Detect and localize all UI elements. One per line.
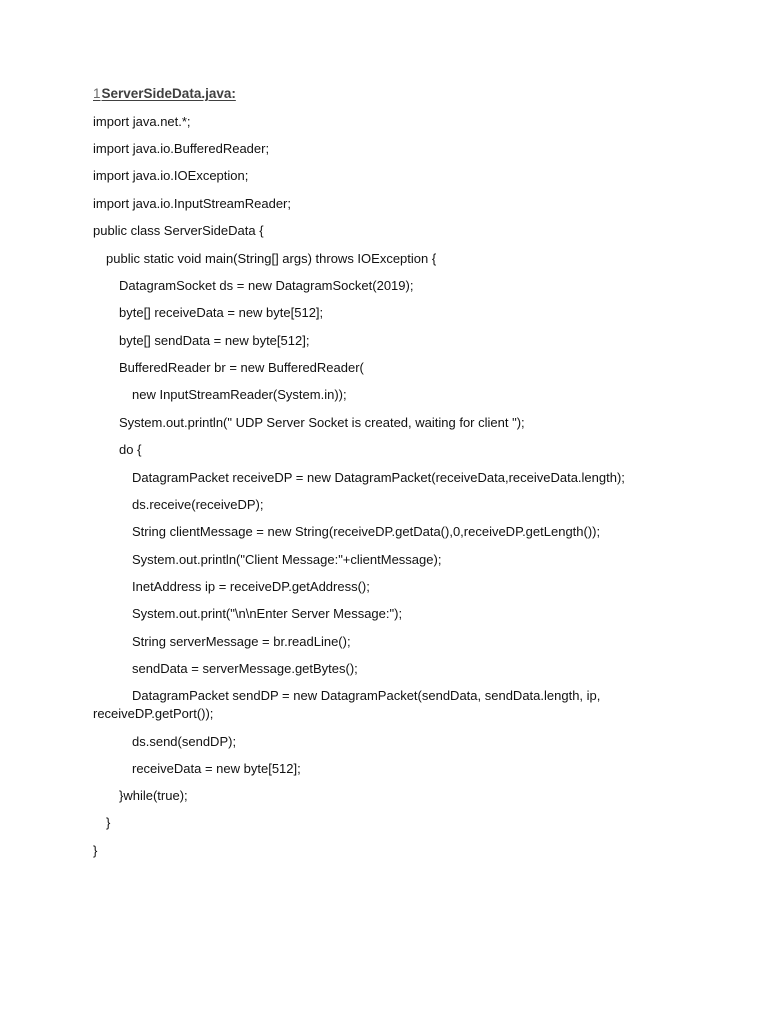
code-line-println-created: System.out.println(" UDP Server Socket is created, waiting for client ");	[119, 415, 525, 430]
code-line-client-message: String clientMessage = new String(receiveDP.getData(),0,receiveDP.getLength());	[132, 524, 601, 539]
code-line-inetaddress: InetAddress ip = receiveDP.getAddress();	[132, 579, 370, 594]
code-line-bufferedreader: BufferedReader br = new BufferedReader(	[119, 360, 364, 375]
code-line-import-bufferedreader: import java.io.BufferedReader;	[93, 141, 270, 156]
document-title	[93, 86, 236, 101]
code-line-import-net: import java.net.*;	[93, 114, 191, 129]
code-line-do: do {	[119, 442, 142, 457]
code-line-inputstreamreader: new InputStreamReader(System.in));	[132, 387, 347, 402]
code-line-close-method: }	[106, 815, 111, 830]
title-text: ServerSideData.java:	[101, 86, 236, 101]
code-line-println-client: System.out.println("Client Message:"+clientMessage);	[132, 552, 442, 567]
code-line-import-ioexception: import java.io.IOException;	[93, 168, 249, 183]
code-line-receive-dp: DatagramPacket receiveDP = new DatagramPacket(receiveData,receiveData.length);	[132, 470, 625, 485]
title-marker: 1	[93, 86, 101, 101]
code-line-ds-receive: ds.receive(receiveDP);	[132, 497, 264, 512]
code-line-reset-receive-data: receiveData = new byte[512];	[132, 761, 301, 776]
code-line-class-declaration: public class ServerSideData {	[93, 223, 264, 238]
code-line-while-true: }while(true);	[119, 788, 188, 803]
code-line-import-inputstreamreader: import java.io.InputStreamReader;	[93, 196, 291, 211]
code-line-datagramsocket: DatagramSocket ds = new DatagramSocket(2019);	[119, 278, 414, 293]
code-line-receive-data: byte[] receiveData = new byte[512];	[119, 305, 324, 320]
code-line-send-dp: DatagramPacket sendDP = new DatagramPacket(sendData, sendData.length, ip, receiveDP.getPort());	[93, 688, 601, 721]
code-line-send-data: byte[] sendData = new byte[512];	[119, 333, 310, 348]
code-line-ds-send: ds.send(sendDP);	[132, 734, 237, 749]
code-line-main-method: public static void main(String[] args) throws IOException {	[106, 251, 437, 266]
code-line-get-bytes: sendData = serverMessage.getBytes();	[132, 661, 358, 676]
code-line-print-enter: System.out.print("\n\nEnter Server Message:");	[132, 606, 403, 621]
code-line-close-class: }	[93, 843, 98, 858]
code-line-server-message: String serverMessage = br.readLine();	[132, 634, 351, 649]
